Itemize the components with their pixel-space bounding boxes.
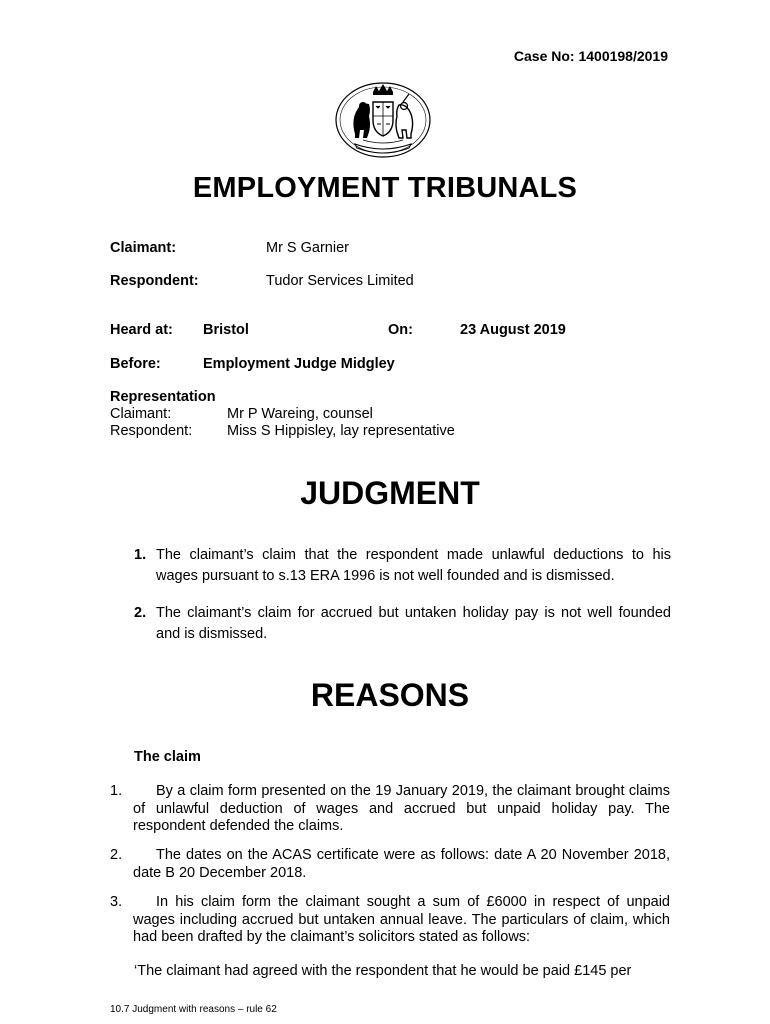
judgment-title: JUDGMENT: [300, 475, 480, 511]
claimant-name: Mr S Garnier: [266, 240, 349, 256]
respondent-label: Respondent:: [110, 273, 199, 289]
reasons-paragraph: [110, 847, 670, 882]
respondent-name: Tudor Services Limited: [266, 273, 414, 289]
paragraph-text: In his claim form the claimant sought a sum of £6000 in respect of unpaid wages including accrued but untaken annual leave. The particulars of claim, which had been drafted by the claimant’s solicitors stated as follows:: [133, 894, 670, 945]
before-label: Before:: [110, 356, 161, 372]
hearing-date-label: On:: [388, 322, 413, 338]
claimant-label: Claimant:: [110, 240, 177, 256]
case-number: Case No: 1400198/2019: [513, 48, 668, 64]
judgment-item-number: 2.: [134, 605, 147, 621]
royal-coat-of-arms-icon: [333, 80, 433, 160]
rep-respondent-row: [110, 423, 530, 440]
section-heading-the-claim: The claim: [134, 749, 201, 765]
judgment-item-text: The claimant’s claim that the respondent made unlawful deductions to his wages pursuant to s.13 ERA 1996 is not well founded and is dismissed.: [156, 547, 671, 584]
paragraph-number: 2.: [110, 847, 123, 863]
hearing-date-value: 23 August 2019: [460, 322, 566, 338]
judgment-item: [134, 545, 671, 587]
rep-claimant-row: [110, 406, 530, 423]
rep-respondent-label: Respondent:: [110, 423, 193, 439]
judgment-item-text: The claimant’s claim for accrued but untaken holiday pay is not well founded and is dismissed.: [156, 605, 671, 642]
rep-respondent-value: Miss S Hippisley, lay representative: [227, 423, 455, 439]
quoted-particulars: ‘The claimant had agreed with the respondent that he would be paid £145 per: [134, 963, 632, 979]
paragraph-text: By a claim form presented on the 19 January 2019, the claimant brought claims of unlawful deduction of wages and accrued but unpaid holiday pay. The respondent defended the claims.: [133, 783, 670, 834]
hearing-row: [110, 322, 630, 342]
before-row: [110, 356, 630, 376]
heard-at-value: Bristol: [203, 322, 249, 338]
rep-claimant-label: Claimant:: [110, 406, 172, 422]
reasons-title: REASONS: [310, 677, 470, 713]
judge-name: Employment Judge Midgley: [203, 356, 395, 372]
representation-block: [110, 389, 530, 440]
heard-at-label: Heard at:: [110, 322, 173, 338]
paragraph-number: 1.: [110, 783, 123, 799]
paragraph-text: The dates on the ACAS certificate were as follows: date A 20 November 2018, date B 20 December 2018.: [133, 847, 670, 881]
tribunal-title: EMPLOYMENT TRIBUNALS: [192, 172, 578, 204]
reasons-paragraph: [110, 783, 670, 836]
page-footer: 10.7 Judgment with reasons – rule 62: [110, 1004, 277, 1015]
reasons-paragraph: [110, 894, 670, 947]
paragraph-number: 3.: [110, 894, 123, 910]
judgment-item: [134, 603, 671, 645]
representation-heading: Representation: [110, 389, 216, 405]
rep-claimant-value: Mr P Wareing, counsel: [227, 406, 373, 422]
judgment-item-number: 1.: [134, 547, 147, 563]
